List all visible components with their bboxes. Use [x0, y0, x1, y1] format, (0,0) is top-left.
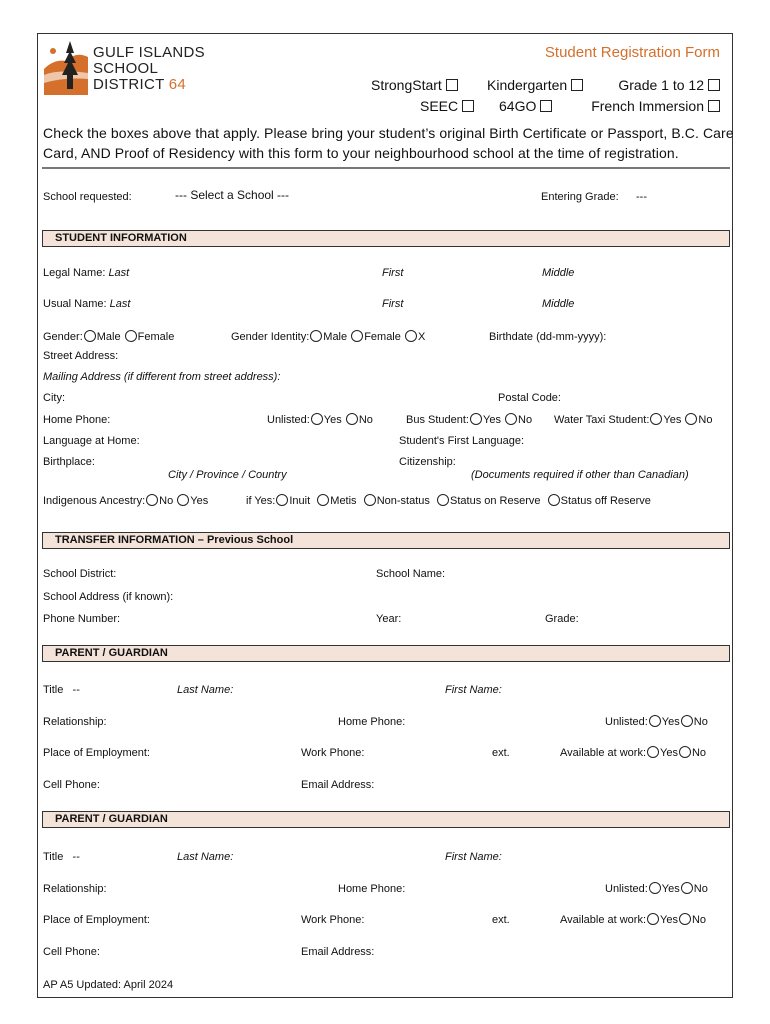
guardian-1-ext-label: ext.	[492, 747, 510, 759]
option-label: No	[159, 495, 174, 507]
guardian-1-employment-label: Place of Employment:	[43, 747, 150, 759]
entering-grade-select[interactable]: ---	[636, 191, 647, 203]
radio-unlisted-no[interactable]	[681, 882, 693, 894]
option-label: No	[518, 414, 533, 426]
checkbox-icon[interactable]	[571, 79, 583, 91]
option-label: No	[691, 747, 707, 759]
gender-identity-row	[231, 330, 425, 343]
radio-unlisted-yes[interactable]	[649, 715, 661, 727]
first-language-label: Student's First Language:	[399, 435, 525, 447]
school-address-label: School Address (if known):	[43, 591, 174, 603]
radio-status-on-reserve[interactable]	[437, 494, 449, 506]
program-seec[interactable]	[420, 98, 474, 114]
guardian-2-home-phone-label: Home Phone:	[338, 883, 406, 895]
student-section-header: STUDENT INFORMATION	[42, 230, 730, 247]
checkbox-icon[interactable]	[462, 100, 474, 112]
option-label: Yes	[660, 914, 678, 926]
unlisted-row	[267, 413, 373, 426]
guardian-1-home-phone-label: Home Phone:	[338, 716, 406, 728]
option-label: Status on Reserve	[450, 495, 541, 507]
tree-logo-icon	[44, 39, 88, 95]
unlisted-label: Unlisted:	[267, 414, 310, 426]
guardian-1-title-row	[43, 684, 80, 696]
instructions-line-2: Card, AND Proof of Residency with this form to your neighbourhood school at the time of registration.	[43, 145, 679, 161]
water-taxi-label: Water Taxi Student:	[554, 414, 650, 426]
instructions-line-1: Check the boxes above that apply. Please bring your student’s original Birth Certificate or Passport, B.C. Care	[43, 125, 734, 141]
program-kindergarten[interactable]	[487, 77, 583, 93]
logo-number: 64	[168, 76, 187, 93]
radio-unlisted-no[interactable]	[346, 413, 358, 425]
option-label: X	[417, 331, 426, 343]
radio-non-status[interactable]	[364, 494, 376, 506]
mailing-address-label: Mailing Address (if different from street address):	[43, 371, 281, 383]
entering-grade-label: Entering Grade:	[541, 191, 619, 203]
transfer-section-header: TRANSFER INFORMATION – Previous School	[42, 532, 730, 549]
radio-identity-x[interactable]	[405, 330, 417, 342]
option-label: No	[698, 414, 713, 426]
option-label: Status off Reserve	[560, 495, 651, 507]
guardian-1-relationship-label: Relationship:	[43, 716, 107, 728]
option-label: Yes	[660, 747, 678, 759]
bus-student-label: Bus Student:	[406, 414, 469, 426]
footer-updated: AP A5 Updated: April 2024	[43, 979, 174, 991]
available-label: Available at work:	[560, 914, 647, 926]
program-label: SEEC	[420, 98, 459, 114]
program-strongstart[interactable]	[371, 77, 458, 93]
option-label: Male	[96, 331, 121, 343]
option-label: Female	[137, 331, 175, 343]
guardian-2-section-header: PARENT / GUARDIAN	[42, 811, 730, 828]
option-label: Yes	[661, 883, 680, 895]
guardian-2-cell-label: Cell Phone:	[43, 946, 100, 958]
water-taxi-row	[554, 413, 712, 426]
gender-label: Gender:	[43, 331, 83, 343]
checkbox-icon[interactable]	[446, 79, 458, 91]
usual-first-field[interactable]: First	[382, 298, 404, 310]
radio-unlisted-no[interactable]	[681, 715, 693, 727]
language-home-label: Language at Home:	[43, 435, 140, 447]
checkbox-icon[interactable]	[708, 79, 720, 91]
program-label: Kindergarten	[487, 77, 568, 93]
school-name-label: School Name:	[376, 568, 446, 580]
radio-bus-no[interactable]	[505, 413, 517, 425]
radio-identity-female[interactable]	[351, 330, 363, 342]
guardian-1-first-name-label: First Name:	[445, 684, 502, 696]
title-select[interactable]: --	[72, 684, 80, 696]
guardian-2-title-row	[43, 851, 80, 863]
program-label: Grade 1 to 12	[618, 77, 704, 93]
form-title: Student Registration Form	[544, 44, 720, 61]
radio-taxi-yes[interactable]	[650, 413, 662, 425]
guardian-2-ext-label: ext.	[492, 914, 510, 926]
radio-available-yes[interactable]	[647, 746, 659, 758]
guardian-1-email-label: Email Address:	[301, 779, 375, 791]
last-hint[interactable]: Last	[108, 267, 130, 279]
option-label: No	[693, 883, 708, 895]
home-phone-label: Home Phone:	[43, 414, 111, 426]
radio-inuit[interactable]	[276, 494, 288, 506]
school-district-label: School District:	[43, 568, 117, 580]
checkbox-icon[interactable]	[708, 100, 720, 112]
option-label: Yes	[483, 414, 501, 426]
gender-identity-label: Gender Identity:	[231, 331, 310, 343]
guardian-2-email-label: Email Address:	[301, 946, 375, 958]
legal-name-label: Legal Name:	[43, 267, 106, 279]
birthplace-hint: City / Province / Country	[168, 469, 287, 481]
legal-name-row	[43, 267, 129, 279]
unlisted-label: Unlisted:	[605, 716, 648, 728]
program-label: French Immersion	[591, 98, 704, 114]
indigenous-row	[43, 494, 208, 507]
option-label: Inuit	[289, 495, 311, 507]
radio-identity-male[interactable]	[310, 330, 322, 342]
transfer-phone-label: Phone Number:	[43, 613, 121, 625]
radio-unlisted-yes[interactable]	[311, 413, 323, 425]
school-select[interactable]: --- Select a School ---	[175, 188, 290, 202]
checkbox-icon[interactable]	[540, 100, 552, 112]
radio-indigenous-no[interactable]	[146, 494, 158, 506]
guardian-2-first-name-label: First Name:	[445, 851, 502, 863]
radio-status-off-reserve[interactable]	[548, 494, 560, 506]
guardian-2-last-name-label: Last Name:	[177, 851, 234, 863]
radio-gender-female[interactable]	[125, 330, 137, 342]
guardian-2-unlisted-row	[605, 882, 708, 895]
district-logo	[44, 39, 204, 97]
school-requested-label: School requested:	[43, 191, 132, 203]
street-address-label: Street Address:	[43, 350, 119, 362]
divider	[42, 167, 730, 169]
option-label: Metis	[330, 495, 357, 507]
birthplace-label: Birthplace:	[43, 456, 95, 468]
guardian-2-employment-label: Place of Employment:	[43, 914, 150, 926]
indigenous-detail-row	[246, 494, 651, 507]
usual-name-row	[43, 298, 130, 310]
logo-line-3	[93, 77, 186, 92]
guardian-1-unlisted-row	[605, 715, 708, 728]
legal-middle-field[interactable]: Middle	[542, 267, 575, 279]
radio-available-yes[interactable]	[647, 913, 659, 925]
option-label: Female	[364, 331, 401, 343]
title-label: Title	[43, 684, 64, 696]
logo-line-2: SCHOOL	[93, 60, 159, 77]
instructions	[43, 123, 734, 163]
logo-line-1: GULF ISLANDS	[93, 44, 205, 61]
guardian-1-work-phone-label: Work Phone:	[301, 747, 365, 759]
guardian-2-work-phone-label: Work Phone:	[301, 914, 365, 926]
guardian-1-section-header: PARENT / GUARDIAN	[42, 645, 730, 662]
guardian-1-cell-label: Cell Phone:	[43, 779, 100, 791]
option-label: Yes	[190, 495, 209, 507]
guardian-1-last-name-label: Last Name:	[177, 684, 234, 696]
radio-indigenous-yes[interactable]	[177, 494, 189, 506]
program-label: StrongStart	[371, 77, 442, 93]
option-label: No	[691, 914, 707, 926]
title-select[interactable]: --	[72, 851, 80, 863]
guardian-2-available-row	[560, 913, 706, 926]
transfer-year-label: Year:	[376, 613, 402, 625]
option-label: No	[693, 716, 708, 728]
program-french-immersion[interactable]	[591, 98, 720, 114]
program-64go[interactable]	[499, 98, 552, 114]
option-label: No	[358, 414, 373, 426]
option-label: Yes	[663, 414, 682, 426]
birthdate-label: Birthdate (dd-mm-yyyy):	[489, 331, 607, 343]
citizenship-label: Citizenship:	[399, 456, 456, 468]
program-grade-1-to-12[interactable]	[618, 77, 720, 93]
radio-unlisted-yes[interactable]	[649, 882, 661, 894]
usual-name-label: Usual Name:	[43, 298, 107, 310]
bus-student-row	[406, 413, 532, 426]
postal-code-label: Postal Code:	[498, 392, 561, 404]
transfer-grade-label: Grade:	[545, 613, 579, 625]
indigenous-label: Indigenous Ancestry:	[43, 495, 146, 507]
radio-bus-yes[interactable]	[470, 413, 482, 425]
option-label: Non-status	[376, 495, 430, 507]
unlisted-label: Unlisted:	[605, 883, 648, 895]
radio-available-no[interactable]	[679, 746, 691, 758]
radio-metis[interactable]	[317, 494, 329, 506]
guardian-1-available-row	[560, 746, 706, 759]
radio-gender-male[interactable]	[84, 330, 96, 342]
if-yes-label: if Yes:	[246, 495, 276, 507]
radio-available-no[interactable]	[679, 913, 691, 925]
registration-form	[37, 33, 733, 998]
available-label: Available at work:	[560, 747, 647, 759]
last-hint[interactable]: Last	[109, 298, 131, 310]
title-label: Title	[43, 851, 64, 863]
gender-row	[43, 330, 174, 343]
city-label: City:	[43, 392, 65, 404]
option-label: Yes	[661, 716, 680, 728]
program-label: 64GO	[499, 98, 537, 114]
radio-taxi-no[interactable]	[685, 413, 697, 425]
citizenship-hint: (Documents required if other than Canadian)	[471, 469, 689, 481]
option-label: Yes	[323, 414, 342, 426]
legal-first-field[interactable]: First	[382, 267, 404, 279]
option-label: Male	[323, 331, 348, 343]
logo-district: DISTRICT	[93, 76, 165, 93]
guardian-2-relationship-label: Relationship:	[43, 883, 107, 895]
usual-middle-field[interactable]: Middle	[542, 298, 575, 310]
